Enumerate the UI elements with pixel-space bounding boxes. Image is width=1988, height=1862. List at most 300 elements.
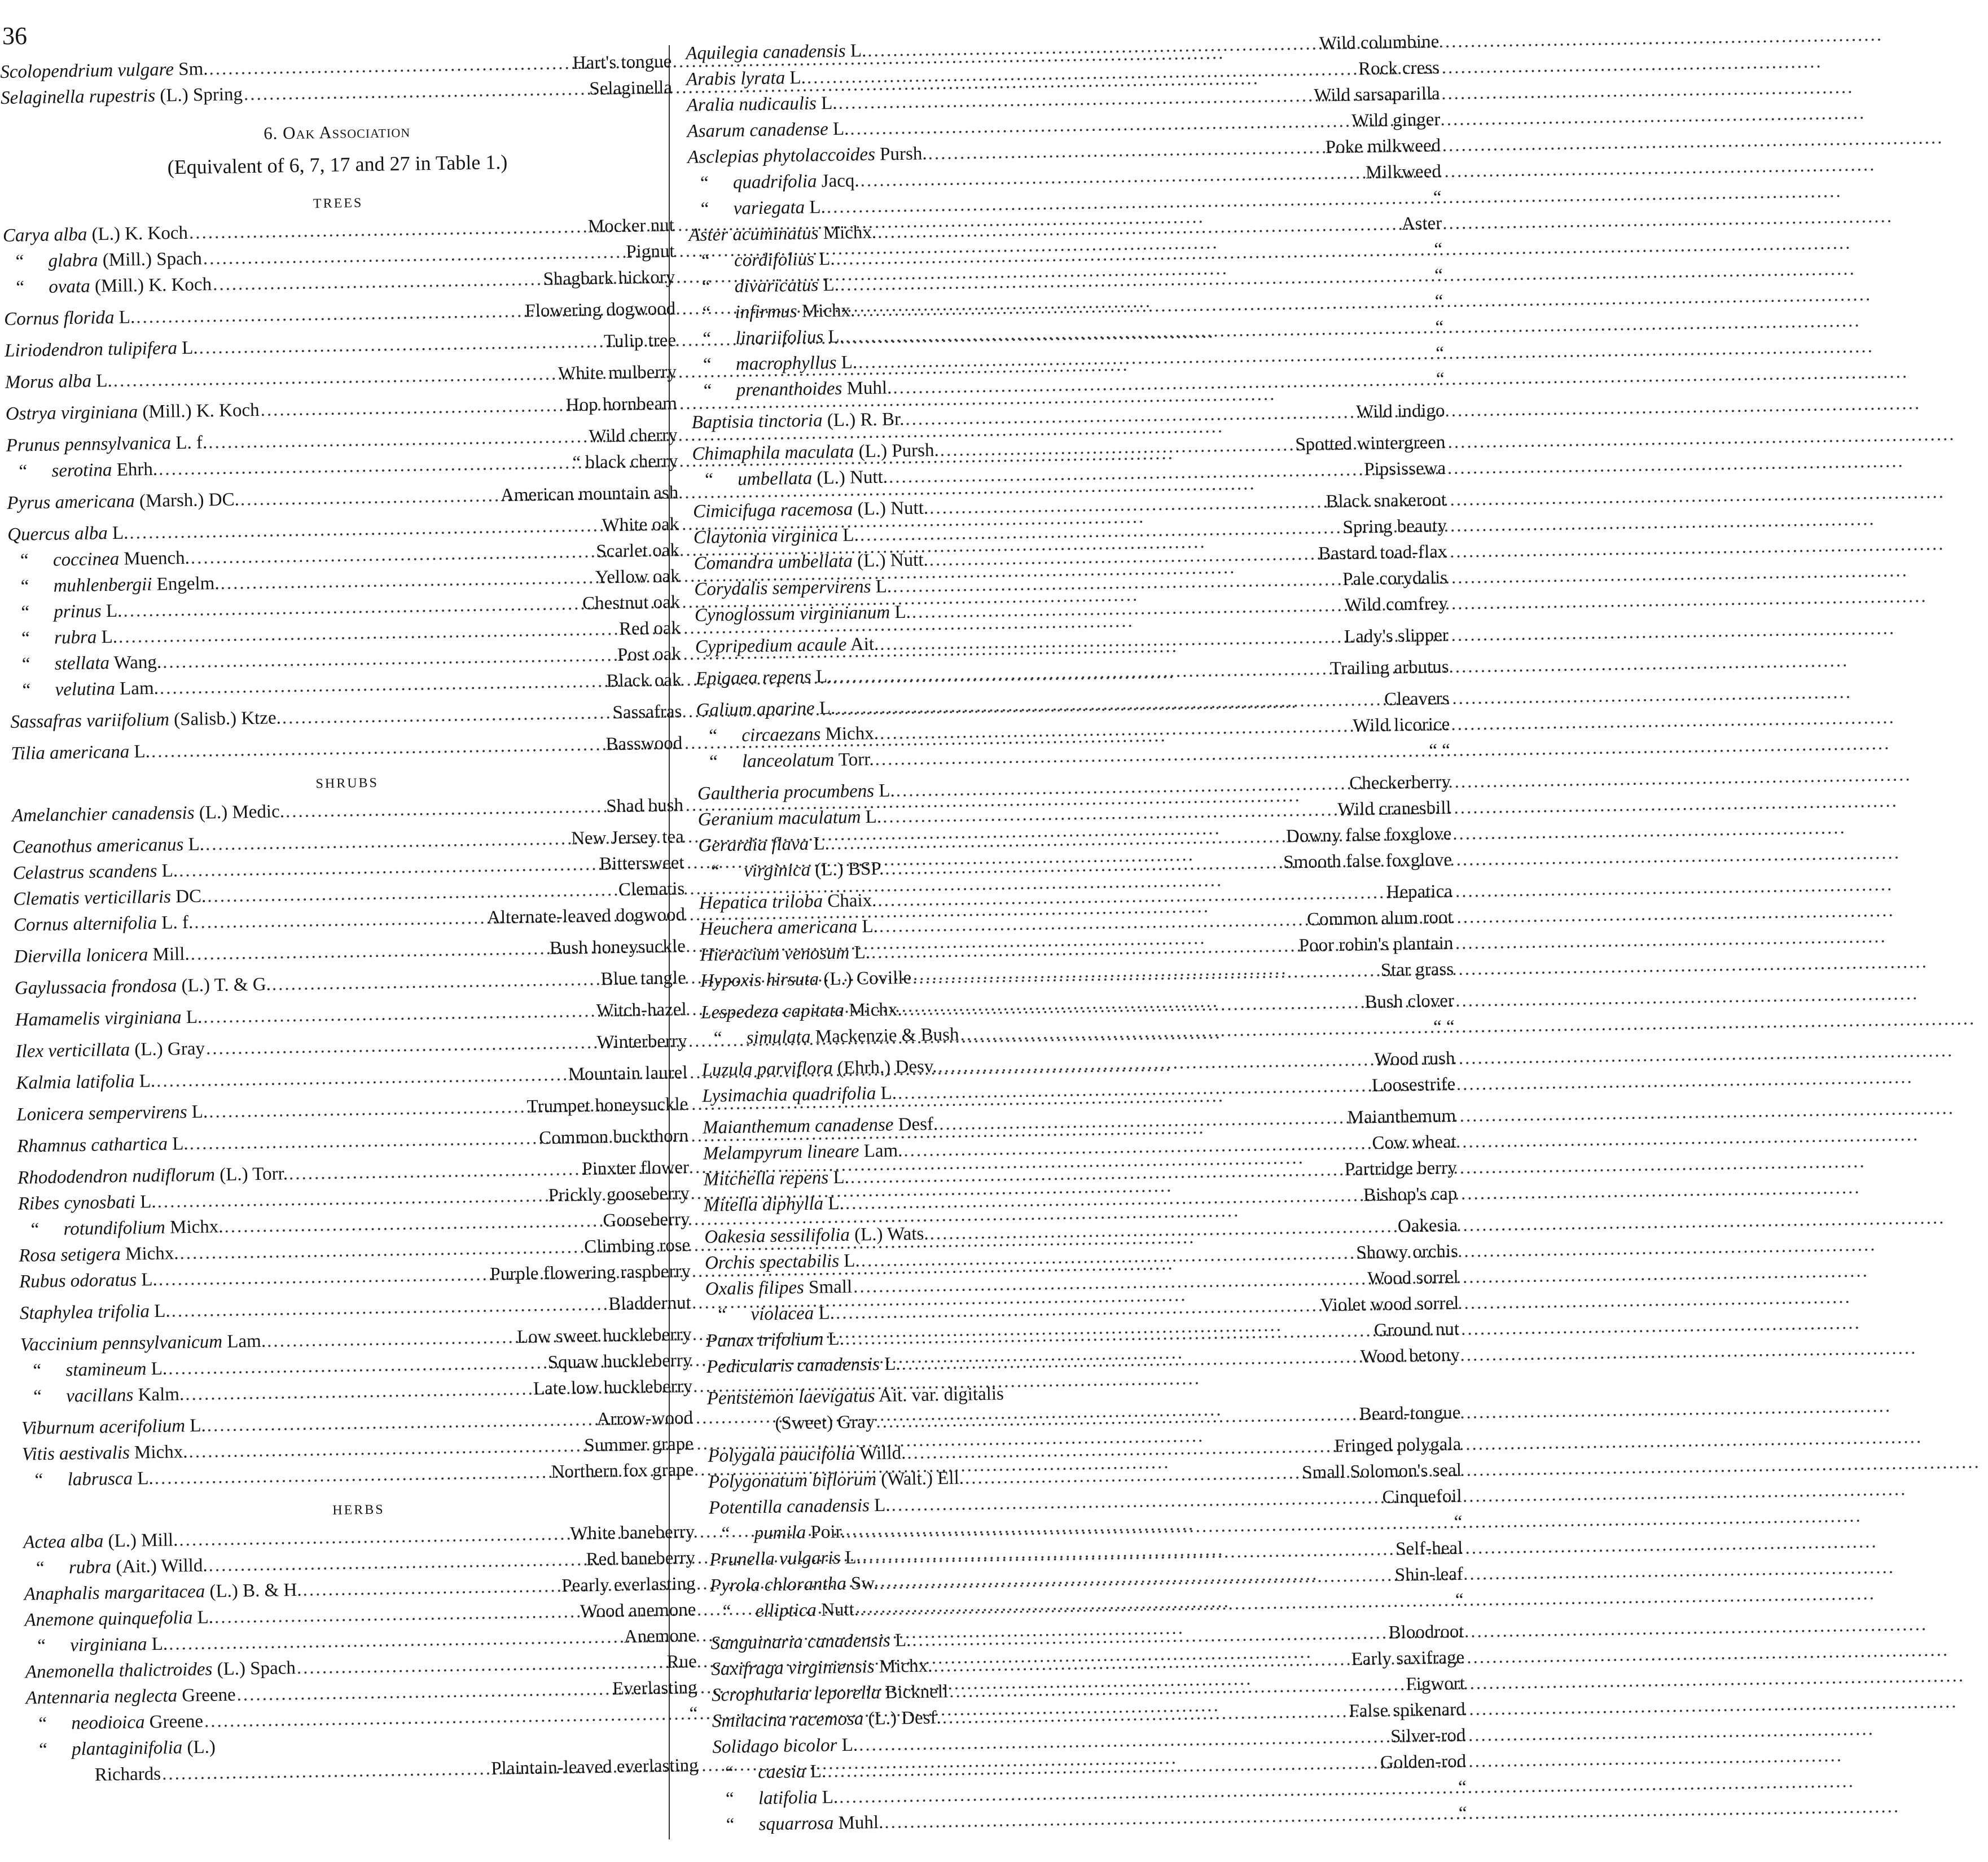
ditto-mark: “ — [703, 328, 712, 349]
scientific-name — [689, 246, 835, 274]
species-epithet: elliptica — [755, 1600, 817, 1622]
scientific-name — [696, 695, 835, 723]
top-entries-list — [0, 49, 672, 111]
species-epithet: linariifolius — [735, 327, 824, 349]
author: L. — [112, 522, 129, 543]
author: L. — [874, 1495, 890, 1516]
species-epithet: canadensis — [786, 1495, 870, 1517]
scientific-name — [707, 1409, 875, 1438]
author: Lam. — [863, 1140, 903, 1162]
genus: Heuchera — [699, 917, 774, 939]
genus: Gaylussacia — [14, 977, 107, 999]
species-epithet: latifolia — [75, 1071, 135, 1093]
common-name: Loosestrife — [1371, 1074, 1456, 1096]
species-epithet: nudicaulis — [739, 93, 817, 115]
common-name: Chestnut oak — [582, 592, 681, 614]
scientific-name — [688, 168, 859, 196]
species-epithet: squarrosa — [758, 1813, 834, 1835]
common-name: Partridge berry — [1344, 1157, 1457, 1180]
author: L. — [833, 1167, 850, 1188]
species-epithet: parviflora — [757, 1058, 833, 1080]
genus: Kalmia — [16, 1072, 71, 1094]
author: (Ait.) Willd. — [116, 1555, 208, 1578]
scientific-name — [713, 1810, 883, 1838]
species-entry — [17, 1123, 689, 1160]
author: Ehrh. — [116, 459, 158, 480]
species-epithet: prinus — [54, 601, 102, 622]
common-name: Hart's tongue — [572, 51, 672, 74]
genus: Quercus — [7, 524, 71, 545]
scientific-name — [9, 649, 161, 678]
scientific-name — [703, 1111, 938, 1141]
left-column — [0, 49, 699, 1789]
common-name: “ — [1436, 368, 1445, 390]
genus: Diervilla — [14, 945, 82, 967]
species-epithet: divaricatus — [734, 275, 819, 297]
author: (Mill.) K. Koch — [142, 399, 260, 423]
ditto-mark: “ — [700, 173, 709, 194]
leader-dots — [135, 298, 525, 330]
scientific-name — [692, 464, 888, 493]
author: (Sweet) Gray — [775, 1412, 875, 1434]
scientific-name — [686, 65, 806, 93]
author: (L.) Torr. — [219, 1163, 288, 1185]
scientific-name — [17, 1131, 188, 1160]
scientific-name — [19, 1267, 157, 1295]
genus: Vaccinium — [20, 1333, 98, 1355]
leader-dots — [188, 1125, 539, 1157]
scientific-name — [16, 1099, 208, 1127]
common-name: Figwort — [1406, 1673, 1465, 1695]
common-name: Pearly everlasting — [561, 1573, 696, 1596]
scientific-name — [710, 1597, 859, 1625]
genus: Corydalis — [694, 578, 768, 600]
genus: Aquilegia — [686, 42, 758, 64]
author: Poir. — [810, 1521, 846, 1543]
author: L. — [151, 1358, 168, 1380]
author: L. — [815, 666, 832, 687]
author: L. — [101, 626, 118, 648]
common-name: Aster — [1401, 213, 1442, 235]
scientific-name — [24, 1577, 302, 1608]
genus: Clematis — [13, 888, 80, 910]
author: Wang. — [113, 652, 162, 673]
ditto-mark: “ — [34, 1470, 43, 1491]
genus: Oxalis — [705, 1278, 754, 1299]
species-epithet: florida — [63, 307, 115, 329]
common-name: Winterberry — [596, 1031, 687, 1053]
herbs-heading: HERBS — [332, 1502, 385, 1518]
author: Muhl. — [846, 377, 892, 399]
leader-dots — [161, 1756, 491, 1787]
scientific-name — [705, 1248, 860, 1276]
genus: Saxifraga — [711, 1658, 784, 1680]
common-name: Poke milkweed — [1325, 135, 1441, 158]
leader-dots — [288, 1156, 582, 1187]
species-epithet: circaezans — [741, 724, 821, 746]
genus: Pyrus — [7, 492, 51, 513]
species-epithet: rotundifolium — [63, 1217, 166, 1240]
genus: Pedicularis — [706, 1355, 793, 1377]
author: Richards — [94, 1763, 161, 1785]
species-epithet: alba — [58, 371, 92, 392]
scientific-name — [25, 1655, 296, 1685]
ditto-mark: “ — [703, 380, 712, 401]
common-name: Yellow oak — [595, 566, 680, 588]
author: L. — [854, 942, 871, 963]
author: Greene — [149, 1711, 204, 1733]
species-epithet: virginiana — [104, 1007, 182, 1029]
common-name: Witch-hazel — [596, 999, 687, 1021]
common-name: “ — [689, 1703, 698, 1724]
species-epithet: glabra — [48, 250, 98, 271]
author: Willd. — [859, 1443, 906, 1464]
genus: Cynoglossum — [694, 604, 796, 626]
common-name: “ — [1434, 239, 1443, 260]
author: L. — [894, 1630, 911, 1651]
common-name: Hepatica — [1386, 881, 1453, 903]
ditto-mark: “ — [36, 1558, 45, 1579]
author: (L.) Gray — [134, 1038, 205, 1060]
author: Ait. var. digitalis — [878, 1384, 1004, 1406]
common-name: Wild ginger — [1351, 109, 1441, 131]
common-name: Plaintain-leaved everlasting — [490, 1755, 699, 1779]
common-name: Gooseberry — [603, 1209, 690, 1231]
scientific-name — [697, 746, 874, 775]
scientific-name — [8, 598, 122, 626]
scientific-name — [691, 375, 892, 404]
author: L. — [810, 1761, 827, 1782]
ditto-mark: “ — [718, 1305, 727, 1325]
author: L. — [894, 601, 911, 623]
ditto-mark: “ — [30, 1219, 40, 1240]
leader-dots — [284, 793, 607, 824]
author: Ait. — [850, 634, 879, 655]
author: L. — [172, 1133, 188, 1154]
author: L. — [845, 1547, 862, 1568]
trees-list — [3, 212, 683, 767]
author: Nutt. — [820, 1599, 859, 1621]
author: L. — [823, 274, 840, 296]
herbs-continued-list — [686, 29, 1467, 1838]
author: L. — [875, 576, 892, 597]
common-name: Squaw huckleberry — [547, 1350, 692, 1373]
leader-dots — [259, 392, 566, 423]
species-epithet: venosum — [784, 942, 850, 964]
genus: Selaginella — [0, 86, 85, 108]
common-name: Pipsissewa — [1363, 458, 1446, 480]
species-epithet: chlorantha — [764, 1573, 846, 1596]
common-name: Oakesia — [1397, 1215, 1458, 1237]
common-name: Beard-tongue — [1359, 1402, 1461, 1425]
author: L. f. — [161, 912, 194, 933]
species-epithet: setigera — [60, 1244, 121, 1266]
common-name: Bush clover — [1364, 990, 1455, 1013]
scientific-name — [692, 437, 939, 467]
author: Small — [808, 1276, 853, 1298]
species-epithet: odoratus — [70, 1270, 137, 1292]
species-epithet: capitata — [783, 1000, 845, 1022]
genus: Polygala — [708, 1444, 775, 1466]
genus: Mitchella — [703, 1168, 775, 1190]
species-epithet: quadrifolia — [792, 1083, 876, 1105]
leader-dots — [208, 1094, 527, 1125]
species-epithet: variegata — [733, 197, 805, 219]
common-name: Wild sarsaparilla — [1314, 84, 1440, 106]
genus: Epigaea — [695, 667, 758, 689]
scientific-name — [688, 219, 876, 248]
ditto-mark: “ — [21, 602, 30, 623]
genus: Cornus — [3, 308, 59, 330]
species-epithet: vulgaris — [779, 1548, 841, 1569]
genus: Sanguinaria — [710, 1632, 804, 1654]
scientific-name — [702, 1080, 897, 1109]
species-entry — [695, 622, 1449, 660]
shrubs-list — [12, 792, 694, 1494]
author: Greene — [182, 1684, 236, 1706]
common-name: Late low huckleberry — [533, 1376, 693, 1399]
common-name: Poor robin's plantain — [1298, 933, 1454, 956]
genus: Celastrus — [12, 862, 85, 884]
scientific-name — [693, 495, 929, 525]
author: (Salisb.) Ktze. — [173, 708, 282, 730]
common-name: Flowering dogwood — [525, 298, 676, 322]
scientific-name — [17, 1161, 288, 1191]
ditto-mark: “ — [38, 1714, 47, 1734]
scientific-name — [690, 297, 855, 326]
author: (L.) Spach — [217, 1658, 296, 1680]
author: L. — [841, 352, 858, 373]
species-epithet: diphylla — [762, 1193, 824, 1215]
scientific-name — [3, 245, 202, 275]
author: L. — [822, 1787, 839, 1808]
common-name: Selaginella — [589, 77, 673, 99]
genus: Solidago — [712, 1736, 779, 1758]
genus: Sassafras — [10, 710, 82, 732]
species-epithet: canadense — [814, 1114, 894, 1136]
ditto-mark: “ — [20, 576, 29, 597]
species-epithet: neglecta — [114, 1685, 178, 1707]
species-entry — [20, 1290, 692, 1327]
common-name: Black snakeroot — [1326, 489, 1447, 512]
author: L. — [809, 197, 826, 218]
species-epithet: paucifolia — [779, 1443, 855, 1465]
leader-dots — [270, 966, 600, 997]
ditto-mark: “ — [37, 1636, 46, 1657]
leader-dots — [193, 905, 488, 936]
author: L. — [842, 525, 859, 546]
common-name: Wood betony — [1360, 1345, 1460, 1367]
author: L. — [141, 1269, 158, 1290]
common-name: Ground nut — [1373, 1319, 1460, 1341]
common-name: Golden-rod — [1380, 1751, 1467, 1773]
author: (L.) K. Koch — [91, 222, 188, 245]
common-name: “ — [1433, 187, 1442, 208]
author: L. — [832, 118, 849, 139]
common-name: Spring beauty — [1342, 515, 1447, 538]
common-name: Prickly gooseberry — [548, 1183, 690, 1206]
genus: Ceanothus — [12, 836, 93, 858]
genus: Tilia — [11, 743, 46, 764]
author: Lam. — [119, 678, 159, 699]
author: L. — [96, 370, 113, 392]
scientific-name — [21, 1413, 206, 1442]
scientific-name — [7, 520, 129, 548]
species-epithet: prenanthoides — [736, 378, 842, 401]
species-epithet: variifolium — [86, 709, 170, 731]
species-epithet: tulipifera — [107, 338, 178, 360]
author: L. — [186, 1007, 203, 1028]
scientific-name — [703, 1138, 903, 1167]
species-entry — [16, 1091, 688, 1128]
species-epithet: umbellata — [778, 551, 853, 573]
scientific-name — [1, 81, 243, 111]
species-entry — [7, 480, 679, 516]
common-name: “ — [1435, 317, 1444, 338]
genus: Scrophularia — [711, 1683, 810, 1706]
scientific-name — [686, 38, 867, 67]
shrubs-heading: SHRUBS — [315, 775, 379, 792]
common-name: White oak — [602, 514, 679, 536]
author: L. — [119, 307, 135, 328]
common-name: Wood rush — [1374, 1048, 1455, 1070]
section-title: 6. Oak Association — [263, 121, 411, 143]
scientific-name — [712, 1679, 949, 1709]
species-entry — [14, 933, 686, 970]
ditto-mark: “ — [38, 1740, 48, 1760]
herbs-list — [23, 1519, 699, 1789]
genus: Carya — [2, 225, 50, 246]
scientific-name — [693, 522, 859, 551]
common-name: Black oak — [606, 670, 682, 692]
species-epithet: frondosa — [111, 976, 177, 998]
leader-dots — [112, 361, 558, 394]
leader-dots — [198, 328, 604, 361]
species-epithet: alba — [54, 224, 87, 245]
species-entry — [16, 1060, 688, 1096]
leader-dots — [153, 1459, 551, 1491]
scientific-name — [21, 1439, 187, 1468]
species-epithet: americana — [49, 741, 130, 763]
leader-dots — [184, 1376, 533, 1407]
scientific-name — [710, 1627, 911, 1657]
genus: Viburnum — [21, 1417, 95, 1439]
genus: Actea — [23, 1531, 66, 1553]
ditto-mark: “ — [709, 726, 718, 746]
species-epithet: phytolaccoides — [763, 144, 876, 166]
scientific-name — [694, 573, 892, 602]
genus: Scolopendrium — [0, 60, 113, 82]
scientific-name — [12, 858, 178, 886]
author: (Marsh.) DC. — [139, 489, 240, 512]
species-epithet: acuminatus — [732, 223, 819, 245]
genus: Lespedeza — [700, 1001, 779, 1023]
scientific-name — [687, 116, 849, 144]
common-name: Checkerberry — [1349, 771, 1451, 794]
author: L. — [139, 1070, 156, 1092]
scientific-name — [6, 429, 207, 459]
author: L. — [818, 1303, 835, 1324]
common-name: Cleavers — [1384, 688, 1450, 710]
author: (L.) Coville — [823, 967, 912, 990]
author: L. — [828, 1328, 845, 1350]
scientific-name — [694, 547, 928, 577]
common-name: Wild columbine — [1319, 32, 1440, 54]
common-name: Wood anemone — [580, 1599, 696, 1622]
common-name: Anemone — [624, 1625, 697, 1647]
common-name: Wild licorice — [1353, 714, 1450, 736]
ditto-mark: “ — [19, 461, 28, 482]
genus: Gerardia — [698, 834, 767, 856]
ditto-mark: “ — [33, 1386, 42, 1407]
scientific-name — [5, 335, 198, 364]
leader-dots — [212, 266, 543, 297]
genus: Baptisia — [691, 411, 754, 433]
species-epithet: stellata — [54, 653, 110, 674]
genus: Asclepias — [687, 146, 760, 168]
scientific-name — [687, 140, 927, 170]
species-entry — [6, 390, 678, 427]
genus: Rhododendron — [17, 1166, 128, 1188]
scientific-name — [14, 910, 194, 938]
species-epithet: americanus — [96, 835, 184, 857]
species-epithet: lanceolatum — [741, 750, 835, 772]
scientific-name — [686, 90, 837, 118]
author: Michx. — [801, 300, 855, 322]
common-name: Arrow-wood — [596, 1408, 694, 1430]
scientific-name — [711, 1653, 933, 1682]
genus: Chimaphila — [692, 442, 780, 464]
author: L. — [828, 1193, 845, 1214]
ditto-mark: “ — [21, 628, 30, 649]
author: Michx. — [848, 999, 902, 1021]
common-name: Tulip tree — [603, 330, 677, 352]
scientific-name — [13, 883, 207, 912]
ditto-mark: “ — [713, 1028, 722, 1049]
species-epithet: stamineum — [65, 1359, 147, 1381]
scientific-name — [697, 778, 896, 806]
genus: Luzula — [701, 1059, 753, 1081]
author: L. — [820, 93, 837, 114]
species-epithet: sempervirens — [772, 576, 871, 599]
genus: Cornus — [13, 914, 69, 936]
genus: Smilacina — [712, 1710, 787, 1732]
scientific-name — [18, 1214, 223, 1243]
species-epithet: quadrifolia — [732, 171, 817, 193]
genus: Claytonia — [693, 526, 767, 548]
species-epithet: procumbens — [783, 780, 875, 803]
scientific-name — [15, 1036, 205, 1065]
species-epithet: scandens — [89, 860, 157, 882]
species-entry — [10, 699, 682, 735]
author: L. — [137, 1468, 153, 1489]
leader-dots — [243, 76, 590, 108]
species-epithet: canadense — [749, 119, 829, 141]
scientific-name — [708, 1492, 890, 1521]
ditto-mark: “ — [709, 752, 718, 772]
author: L. — [134, 741, 151, 762]
common-name: Shin-leaf — [1394, 1564, 1464, 1586]
species-epithet: spectabilis — [759, 1250, 840, 1273]
scientific-name — [700, 965, 912, 994]
author: L. — [197, 1607, 214, 1628]
species-epithet: laevigatus — [798, 1386, 875, 1408]
species-epithet: alba — [74, 523, 108, 544]
species-epithet: lonicera — [86, 945, 148, 966]
author: (L.) — [187, 1737, 216, 1758]
author: (L.) Nutt. — [857, 498, 929, 520]
author: L. — [841, 1734, 858, 1756]
